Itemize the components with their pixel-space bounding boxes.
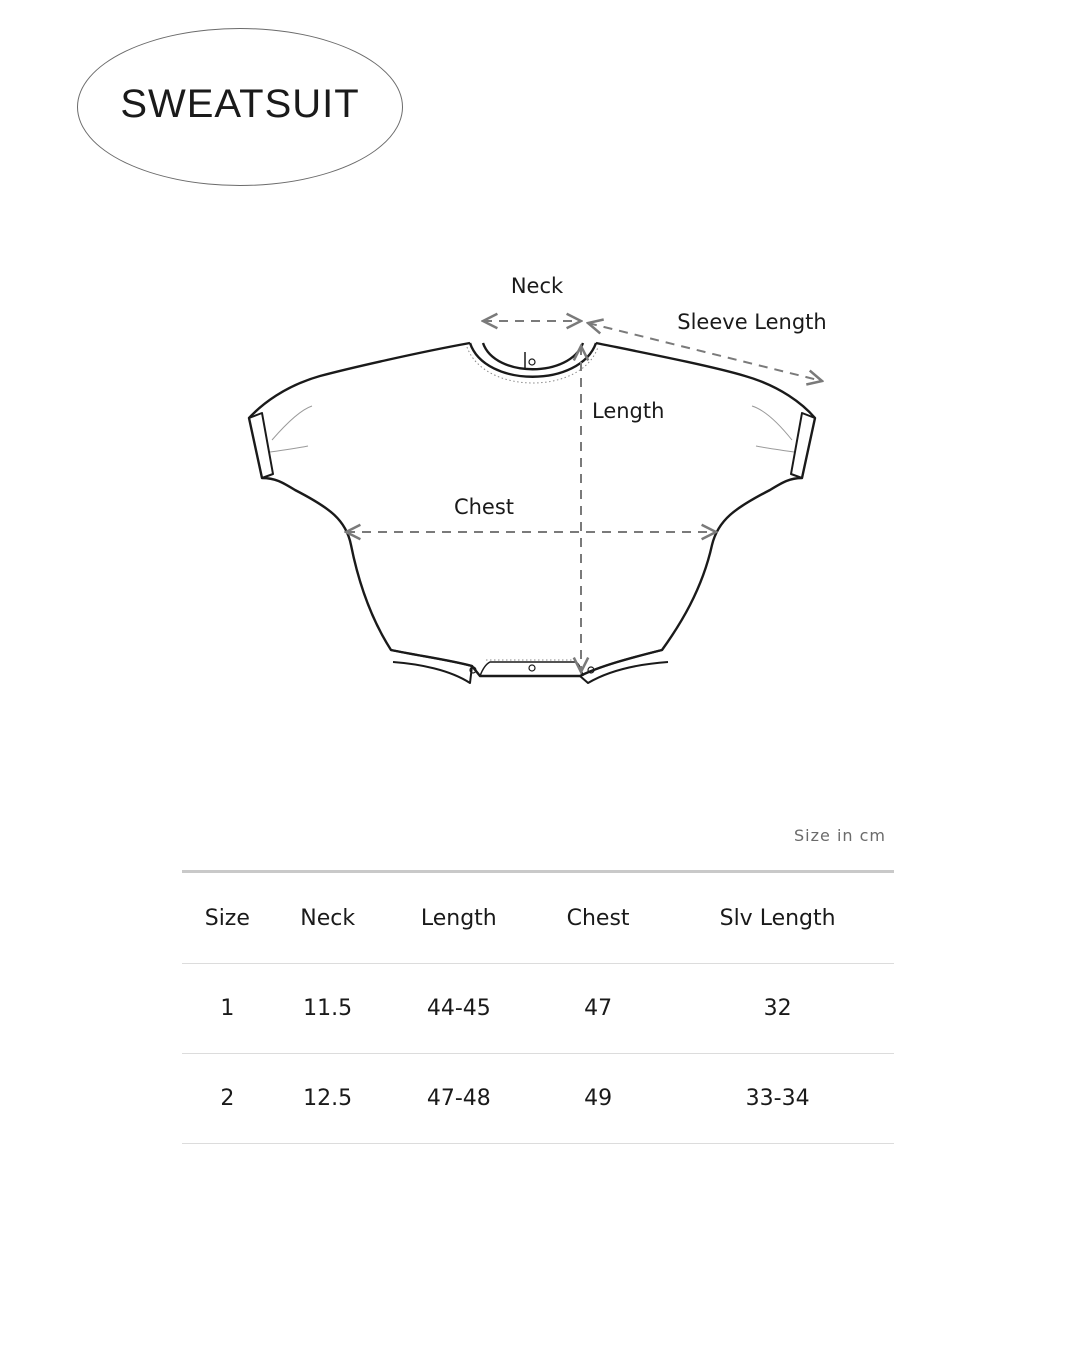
table-cell: 1 (182, 964, 273, 1054)
table-cell: 47-48 (383, 1054, 535, 1144)
table-cell: 33-34 (661, 1054, 894, 1144)
sleeve-length-label: Sleeve Length (677, 310, 827, 334)
measurement-arrows (346, 321, 822, 672)
header-sleeve-length: Slv Length (661, 872, 894, 964)
table-cell: 32 (661, 964, 894, 1054)
table-cell: 2 (182, 1054, 273, 1144)
table-cell: 12.5 (273, 1054, 383, 1144)
table-cell: 49 (535, 1054, 661, 1144)
neck-label: Neck (510, 274, 564, 298)
table-cell: 47 (535, 964, 661, 1054)
table-row (182, 1054, 894, 1144)
header-chest: Chest (535, 872, 661, 964)
length-label: Length (592, 399, 665, 423)
header-neck: Neck (273, 872, 383, 964)
unit-note: Size in cm (794, 826, 886, 845)
table-header-row (182, 872, 894, 964)
romper-outline (249, 343, 815, 683)
table-row (182, 964, 894, 1054)
header-size: Size (182, 872, 273, 964)
chest-label: Chest (453, 495, 515, 519)
table-cell: 11.5 (273, 964, 383, 1054)
page-title: SWEATSUIT (120, 82, 360, 126)
table-cell: 44-45 (383, 964, 535, 1054)
size-table (182, 870, 894, 1144)
header-length: Length (383, 872, 535, 964)
